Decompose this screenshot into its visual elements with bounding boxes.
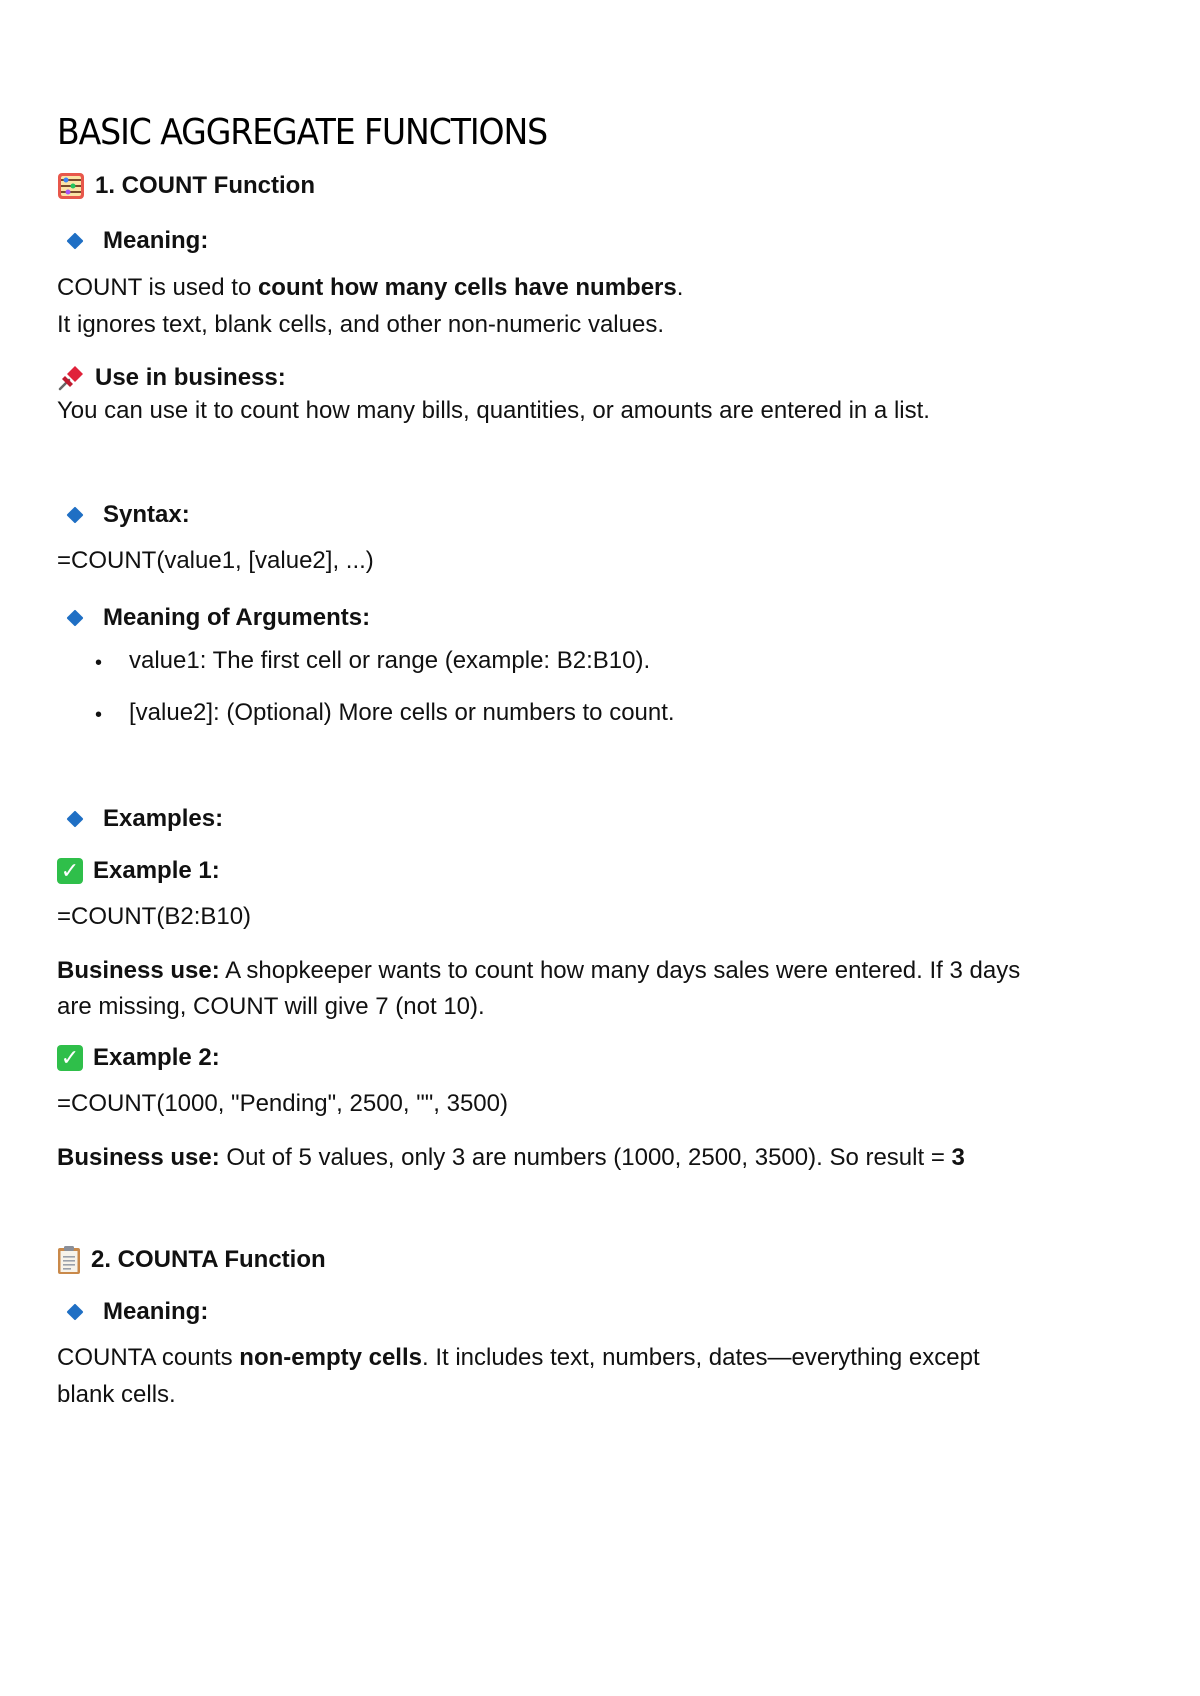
section-2-title: 2. COUNTA Function bbox=[91, 1246, 326, 1273]
counta-meaning-line-2: blank cells. bbox=[57, 1381, 176, 1408]
example-2-label: Example 2: bbox=[93, 1044, 220, 1071]
business-use-result: 3 bbox=[951, 1144, 965, 1171]
blue-diamond-icon bbox=[67, 610, 84, 627]
business-use-text: Out of 5 values, only 3 are numbers (1000, 2500, 3500). So result = bbox=[219, 1144, 952, 1171]
syntax-formula: =COUNT(value1, [value2], ...) bbox=[57, 547, 374, 574]
examples-heading bbox=[57, 805, 223, 833]
counta-meaning-line-1 bbox=[57, 1339, 980, 1376]
meaning-line-1 bbox=[57, 269, 683, 306]
meaning-text: COUNT is used to bbox=[57, 274, 258, 301]
business-use-label: Business use: bbox=[57, 957, 220, 984]
use-in-business-heading bbox=[57, 364, 286, 392]
meaning-text: COUNTA counts bbox=[57, 1344, 240, 1371]
business-use-text: A shopkeeper wants to count how many days sales were entered. If 3 days bbox=[219, 957, 1021, 984]
example-2-heading bbox=[57, 1044, 220, 1072]
arguments-heading bbox=[57, 604, 370, 632]
meaning-heading bbox=[57, 227, 208, 255]
abacus-icon bbox=[57, 172, 85, 200]
example-1-heading bbox=[57, 857, 220, 885]
bullet-icon: • bbox=[95, 704, 103, 726]
meaning-heading-2 bbox=[57, 1298, 208, 1326]
meaning-label: Meaning: bbox=[103, 227, 209, 254]
clipboard-icon bbox=[57, 1245, 81, 1275]
example-1-business-use-line-2: are missing, COUNT will give 7 (not 10). bbox=[57, 993, 485, 1020]
example-1-formula: =COUNT(B2:B10) bbox=[57, 903, 252, 930]
page-title: BASIC AGGREGATE FUNCTIONS bbox=[57, 112, 548, 153]
argument-item: value1: The first cell or range (example: B2:B10). bbox=[129, 647, 651, 674]
meaning-label: Meaning: bbox=[103, 1298, 209, 1325]
example-2-business-use bbox=[57, 1139, 965, 1176]
example-2-formula: =COUNT(1000, "Pending", 2500, "", 3500) bbox=[57, 1090, 508, 1117]
meaning-bold: count how many cells have numbers bbox=[257, 274, 677, 301]
bullet-icon: • bbox=[95, 652, 103, 674]
example-1-business-use-line-1 bbox=[57, 952, 1020, 989]
blue-diamond-icon bbox=[67, 1304, 84, 1321]
example-1-label: Example 1: bbox=[93, 857, 220, 884]
argument-item: [value2]: (Optional) More cells or numbers to count. bbox=[129, 699, 675, 726]
blue-diamond-icon bbox=[67, 811, 84, 828]
section-1-title: 1. COUNT Function bbox=[95, 172, 315, 199]
blue-diamond-icon bbox=[67, 233, 84, 250]
meaning-period: . bbox=[676, 274, 684, 301]
check-mark-button-icon: ✓ bbox=[57, 858, 83, 884]
business-use-label: Business use: bbox=[57, 1144, 220, 1171]
blue-diamond-icon bbox=[67, 507, 84, 524]
check-mark-button-icon: ✓ bbox=[57, 1045, 83, 1071]
syntax-heading bbox=[57, 501, 190, 529]
examples-label: Examples: bbox=[103, 805, 224, 832]
use-label: Use in business: bbox=[95, 364, 286, 391]
syntax-label: Syntax: bbox=[103, 501, 190, 528]
meaning-text: . It includes text, numbers, dates—everything except bbox=[422, 1344, 980, 1371]
meaning-line-2: It ignores text, blank cells, and other non-numeric values. bbox=[57, 311, 664, 338]
use-text: You can use it to count how many bills, quantities, or amounts are entered in a list. bbox=[57, 397, 930, 424]
meaning-bold: non-empty cells bbox=[239, 1344, 422, 1371]
section-1-heading bbox=[57, 172, 315, 200]
pushpin-icon bbox=[57, 364, 85, 392]
arguments-label: Meaning of Arguments: bbox=[103, 604, 371, 631]
section-2-heading bbox=[57, 1245, 326, 1275]
